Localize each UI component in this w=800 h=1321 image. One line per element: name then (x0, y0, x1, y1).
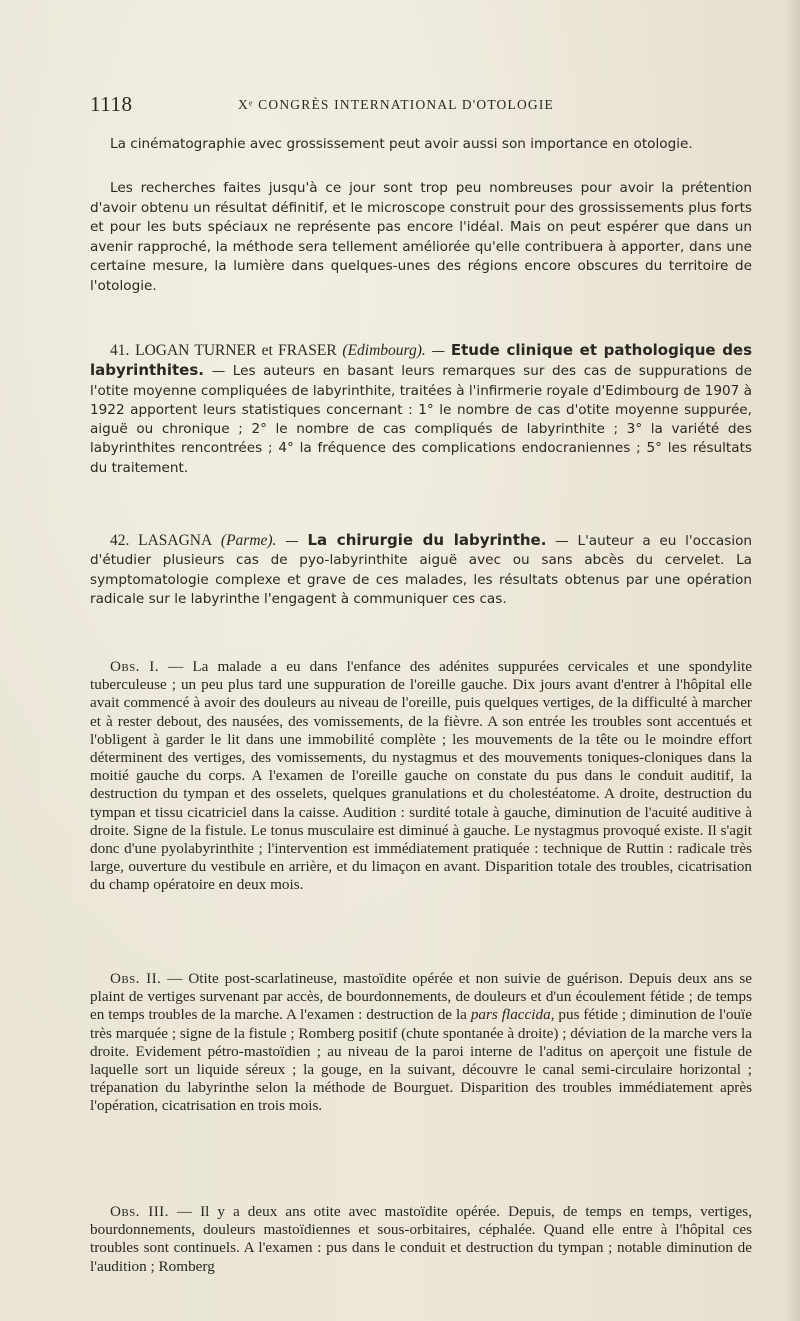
section-41-authors: LOGAN TURNER et FRASER (135, 342, 337, 359)
page-header (90, 92, 750, 118)
observation-3-text: — Il y a deux ans otite avec mastoïdite opérée. Depuis, de temps en temps, vertiges, bourdonnements, douleurs mastoïdiennes et sous-orbitaires, céphalée. Quand elle entre à l'hôpital ces troubles sont continuels. A l'examen : pus dans le conduit et destruction du tympan ; notable diminution de l'audition ; Romberg (90, 1203, 753, 1275)
section-41-place: (Edimbourg). (342, 342, 426, 359)
observation-2 (90, 970, 752, 1116)
section-42-authors: LASAGNA (138, 532, 213, 549)
observation-1-label: Obs. I. (110, 658, 159, 675)
section-42-dash: — (285, 533, 299, 549)
observation-2-label: Obs. II. (110, 970, 162, 987)
observation-3 (90, 1203, 752, 1276)
observation-1-text: — La malade a eu dans l'enfance des adénites suppurées cervicales et une spondylite tuberculeuse ; un peu plus tard une suppuration de l'oreille gauche. Dix jours avant d'entrer à l'hôpital elle avait commencé à avoir des douleurs au niveau de l'oreille, puis quelques vertiges, de la difficulté à marcher et à rester debout, des nausées, des vomissements, de la fièvre. A son entrée les troubles sont accentués et l'obligent à garder le lit dans une immobilité complète ; les mouvements de la tête ou le moindre effort déterminent des vertiges, des vomissements, du nystagmus et des mouvements toniques-cloniques dans la moitié gauche du corps. A l'examen de l'oreille gauche on constate du pus dans le conduit auditif, la destruction du tympan et des osselets, quelques granulations et du cholestéatome. A droite, destruction du tympan et tissu cicatriciel dans la caisse. Audition : surdité totale à gauche, diminution de l'acuité auditive à droite. Signe de la fistule. Le tonus musculaire est diminué à gauche. Le nystagmus provoqué existe. Il s'agit donc d'une pyolabyrinthite ; l'intervention est immédiatement pratiquée : technique de Ruttin : radicale très large, ouverture du vestibule en arrière, et du limaçon en avant. Disparition totale des troubles, cicatrisation du champ opératoire en deux mois. (90, 658, 753, 894)
section-41-dash: — (431, 343, 446, 359)
running-head: Xᵉ CONGRÈS INTERNATIONAL D'OTOLOGIE (238, 97, 554, 112)
page-number: 1118 (90, 92, 133, 116)
section-42 (90, 531, 752, 609)
section-42-body: — L'auteur a eu l'occasion d'étudier plusieurs cas de pyo-labyrinthite aiguë avec ou sans abcès du cervelet. La symptomatologie complexe et grave de ces malades, les résultats obtenus par une opération radicale sur le labyrinthe l'engagent à communiquer ces cas. (90, 533, 753, 607)
section-42-number: 42. (110, 532, 130, 549)
observation-2-text-before: — Otite post-scarlatineuse, mastoïdite opérée et non suivie de guérison. Depuis deux ans se plaint de vertiges survenant par accès, de bourdonnements, de douleurs et d'un écoulement fétide ; de temps en temps troubles de la marche. A l'examen : destruction de la (90, 970, 753, 1024)
section-42-title: La chirurgie du labyrinthe. (307, 531, 547, 549)
section-41-number: 41. (110, 342, 130, 359)
section-41 (90, 341, 752, 478)
intro-paragraph-1: La cinématographie avec grossissement peut avoir aussi son importance en otologie. (110, 136, 693, 152)
observation-2-text-after: , pus fétide ; diminution de l'ouïe très marquée ; signe de la fistule ; Romberg positif (chute spontanée à droite) ; déviation de la marche vers la droite. Evidement pétro-mastoïdien ; au niveau de la paroi interne de l'aditus on aperçoit une fistule de laquelle sort un liquide séreux ; la gouge, en la suivant, découvre le canal semi-circulaire horizontal ; trépanation du labyrinthe selon la méthode de Bourguet. Disparition des troubles immédiatement après l'opération, cicatrisation en trois mois. (90, 1006, 752, 1115)
observation-3-label: Obs. III. (110, 1203, 169, 1220)
observation-2-emphasis: pars flaccida (470, 1006, 551, 1024)
observation-1 (90, 658, 752, 895)
section-41-title: Etude clinique et pathologique des labyrinthites. (90, 341, 753, 380)
section-42-place: (Parme). (220, 532, 277, 549)
section-41-body: — Les auteurs en basant leurs remarques sur des cas de suppurations de l'otite moyenne compliquées de labyrinthite, traitées à l'infirmerie royale d'Edimbourg de 1907 à 1922 apportent leurs statistiques concernant : 1° le nombre de cas d'otite moyenne suppurée, aiguë ou chronique ; 2° le nombre de cas compliqués de labyrinthite ; 3° la variété des labyrinthites rencontrées ; 4° la fréquence des complications endocraniennes ; 5° les résultats du traitement. (90, 363, 752, 476)
intro-paragraph-2: Les recherches faites jusqu'à ce jour sont trop peu nombreuses pour avoir la prétention d'avoir obtenu un résultat définitif, et le microscope construit pour des grossissements plus forts et pour les buts spéciaux ne représente pas encore l'idéal. Mais on peut espérer que dans un avenir rapproché, la méthode sera tellement améliorée qu'elle contribuera à apporter, dans une certaine mesure, la lumière dans quelques-unes des régions encore obscures du territoire de l'otologie. (90, 180, 752, 294)
